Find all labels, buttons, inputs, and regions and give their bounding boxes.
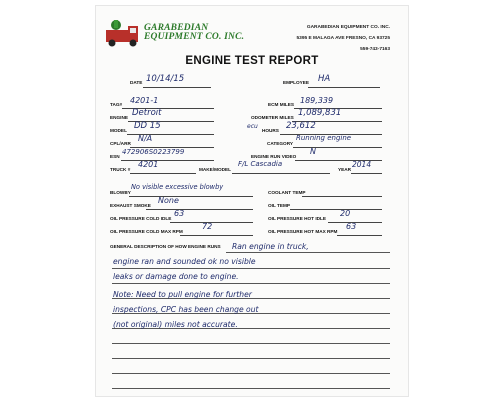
tag-label: TAG#: [110, 102, 123, 107]
address-street: 5395 E MALAGA AVE FRESNO, CA 93725: [296, 36, 390, 41]
esn-line: [121, 160, 214, 161]
description-line-10: [112, 388, 390, 389]
truck-line: [130, 173, 196, 174]
cpl-arr-label: CPL/ARR: [110, 141, 131, 146]
description-text-3[interactable]: leaks or damage done to engine.: [113, 272, 239, 281]
year-line: [351, 173, 382, 174]
date-value[interactable]: 10/14/15: [146, 74, 185, 84]
address-company-name: GARABEDIAN EQUIPMENT CO. INC.: [306, 25, 390, 30]
tag-value[interactable]: 4201-1: [130, 96, 159, 105]
esn-value[interactable]: 472906S0223799: [122, 148, 185, 156]
model-value[interactable]: DD 15: [134, 121, 161, 131]
hours-prefix-note: ecu: [247, 123, 258, 130]
oil-pressure-hot-max-value[interactable]: 63: [346, 222, 357, 231]
company-name-line1: GARABEDIAN: [144, 23, 209, 33]
exhaust-smoke-line: [146, 209, 253, 210]
description-text-7[interactable]: (not original) miles not accurate.: [113, 320, 238, 329]
hours-label: HOURS: [262, 128, 279, 133]
exhaust-smoke-value[interactable]: None: [158, 196, 179, 205]
make-model-line: [232, 173, 330, 174]
engine-run-video-label: ENGINE RUN VIDEO: [251, 154, 297, 159]
company-logo-truck-icon: [104, 18, 142, 48]
category-line: [293, 147, 382, 148]
description-text-1[interactable]: Ran engine in truck,: [232, 242, 309, 251]
oil-pressure-cold-idle-label: OIL PRESSURE COLD IDLE: [110, 216, 172, 221]
description-text-5[interactable]: Note: Need to pull engine for further: [113, 290, 252, 299]
description-text-6[interactable]: inspections, CPC has been change out: [113, 305, 259, 314]
coolant-temp-line: [302, 196, 382, 197]
make-model-label: MAKE/MODEL: [199, 167, 232, 172]
employee-label: EMPLOYEE: [283, 80, 310, 85]
truck-value[interactable]: 4201: [138, 160, 159, 169]
report-title: ENGINE TEST REPORT: [185, 55, 319, 67]
year-value[interactable]: 2014: [352, 160, 372, 169]
oil-pressure-cold-max-value[interactable]: 72: [202, 222, 213, 231]
engine-value[interactable]: Detroit: [132, 108, 162, 118]
engine-label: ENGINE: [110, 115, 128, 120]
hours-value[interactable]: 23,612: [286, 121, 316, 131]
odometer-label: ODOMETER MILES: [251, 115, 294, 120]
blowby-line: [129, 196, 253, 197]
blowby-label: BLOWBY: [110, 190, 131, 195]
ecm-miles-value[interactable]: 189,339: [300, 96, 334, 105]
cpl-arr-value[interactable]: N/A: [138, 134, 153, 143]
blowby-value[interactable]: No visible excessive blowby: [131, 183, 224, 191]
description-line-8: [112, 358, 390, 359]
make-model-value[interactable]: F/L Cascadia: [238, 160, 283, 168]
coolant-temp-label: COOLANT TEMP: [268, 190, 306, 195]
year-label: YEAR: [338, 167, 352, 172]
oil-pressure-hot-max-line: [337, 235, 382, 236]
company-name-line2: EQUIPMENT CO. INC.: [144, 32, 245, 42]
description-line-1: [226, 252, 390, 253]
description-line-2: [112, 268, 390, 269]
description-text-2[interactable]: engine ran and sounded ok no visible: [113, 257, 256, 266]
oil-pressure-cold-max-label: OIL PRESSURE COLD MAX RPM: [110, 229, 183, 234]
model-label: MODEL: [110, 128, 127, 133]
oil-pressure-hot-max-label: OIL PRESSURE HOT MAX RPM: [268, 229, 338, 234]
description-line-7: [112, 343, 390, 344]
company-phone: 559-743-7163: [360, 47, 390, 52]
category-value[interactable]: Running engine: [296, 134, 352, 142]
ecm-miles-label: ECM MILES: [268, 102, 295, 107]
odometer-value[interactable]: 1,089,831: [298, 108, 342, 118]
oil-temp-line: [290, 209, 382, 210]
exhaust-smoke-label: EXHAUST SMOKE: [110, 203, 151, 208]
oil-pressure-hot-idle-value[interactable]: 20: [340, 209, 351, 218]
date-label: DATE: [130, 80, 143, 85]
category-label: CATEGORY: [267, 141, 294, 146]
company-name: [144, 24, 244, 42]
engine-run-video-value[interactable]: N: [310, 147, 316, 156]
esn-label: ESN: [110, 154, 120, 159]
oil-pressure-cold-max-line: [180, 235, 253, 236]
oil-pressure-cold-idle-value[interactable]: 63: [174, 209, 185, 218]
employee-line: [308, 87, 380, 88]
description-line-9: [112, 373, 390, 374]
truck-label: TRUCK #: [110, 167, 131, 172]
description-line-3: [112, 283, 390, 284]
oil-temp-label: OIL TEMP: [268, 203, 291, 208]
date-line: [143, 87, 211, 88]
employee-value[interactable]: HA: [318, 74, 331, 84]
description-label: GENERAL DESCRIPTION OF HOW ENGINE RUNS: [110, 244, 221, 249]
oil-pressure-hot-idle-label: OIL PRESSURE HOT IDLE: [268, 216, 326, 221]
